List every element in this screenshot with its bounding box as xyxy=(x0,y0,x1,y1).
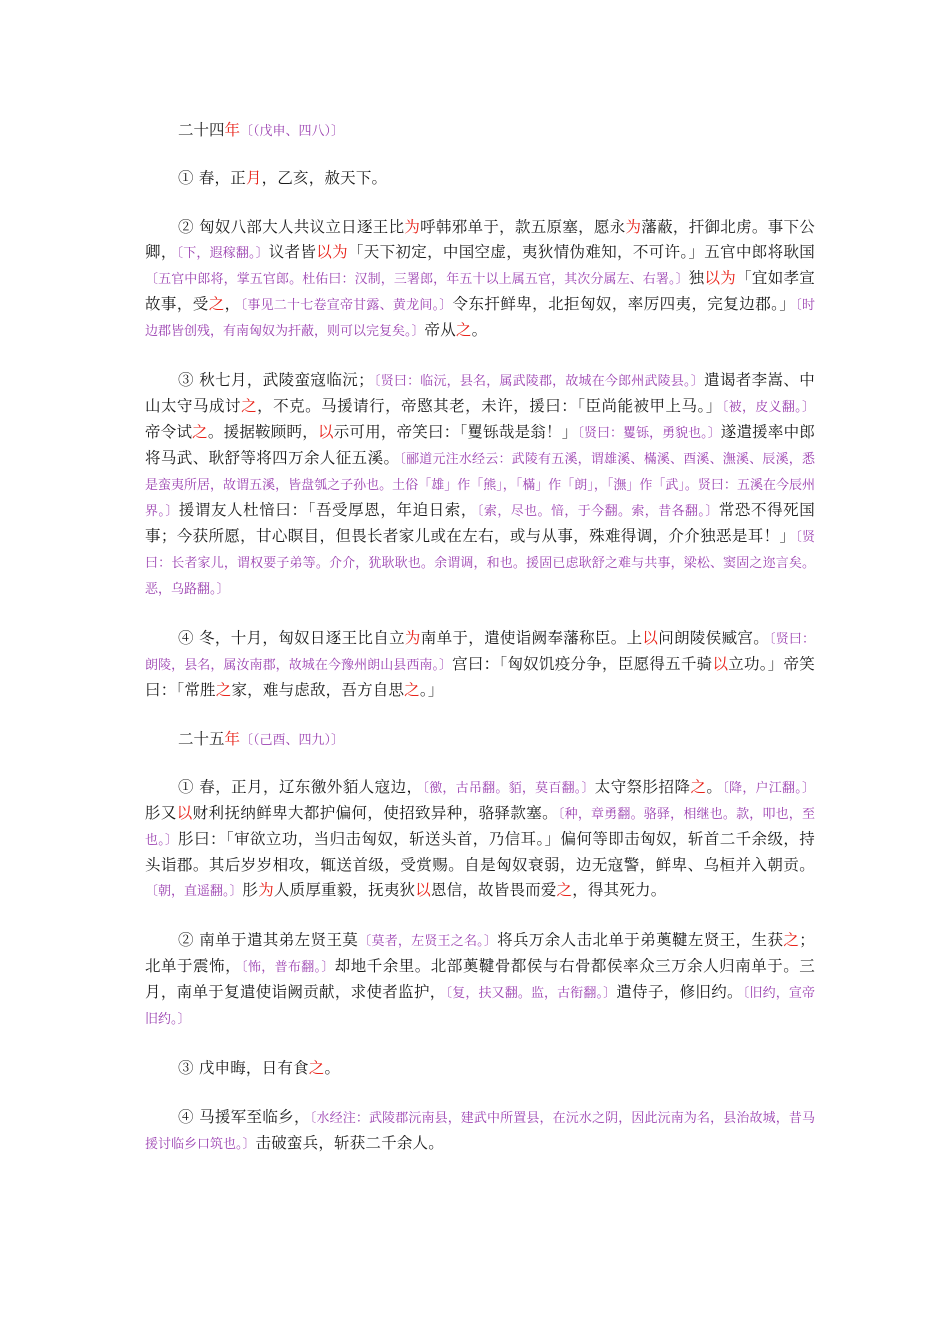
text-segment: 肜 xyxy=(242,881,259,899)
text-segment: 却地千余里。北部薁鞬骨都侯与右骨都侯率众三万余人归南单于。三月，南单于复遣使诣阙贡献，求使者监护， xyxy=(145,957,815,1001)
text-segment: 。 xyxy=(471,321,488,339)
text-segment: 常恐不得死国事；今获所愿，甘心瞑目，但畏长者家儿或在左右，或与从事，殊难得调，介介独恶是耳！」 xyxy=(145,501,815,545)
highlighted-character: 之 xyxy=(215,681,232,699)
year-heading-suffix: 年 xyxy=(224,730,241,748)
annotation-note: 〔降，户江翻。〕 xyxy=(722,781,816,796)
highlighted-character: 为 xyxy=(404,629,421,647)
highlighted-character: 以 xyxy=(176,804,193,822)
entry-paragraph xyxy=(145,775,815,904)
text-segment: 遣侍子，修旧约。 xyxy=(616,983,743,1001)
annotation-note: 〔贤曰：长者家儿，谓权要子弟等。介介，犹耿耿也。余谓调，和也。援固已虑耿舒之难与共事，梁松、窦固之迩言矣。恶，乌路翻。〕 xyxy=(145,530,815,597)
highlighted-character: 之 xyxy=(192,423,208,441)
text-segment: 议者皆 xyxy=(268,243,317,261)
annotation-note: 〔徼，古吊翻。貊，莫百翻。〕 xyxy=(422,781,595,796)
annotation-note: 〔五官中郎将，掌五官郎。杜佑曰：汉制，三署郎，年五十以上属五官，其次分属左、右署。〕 xyxy=(145,272,689,287)
annotation-note: 〔莫者，左贤王之名。〕 xyxy=(358,934,498,949)
text-segment: 示可用，帝笑曰：「矍铄哉是翁！」 xyxy=(333,423,578,441)
text-segment: 「天下初定，中国空虚，夷狄情伪难知，不可许。」五官中郎将耿国 xyxy=(347,243,815,261)
annotation-note: 〔下，遐稼翻。〕 xyxy=(176,246,269,261)
highlighted-character: 以为 xyxy=(704,269,737,287)
highlighted-character: 以为 xyxy=(316,243,348,261)
annotation-note: 〔怖，普布翻。〕 xyxy=(241,960,335,975)
text-segment: 遂遣援率中郎将马武、耿舒等将四万余人征五溪。 xyxy=(145,423,816,467)
annotation-note: 〔贤曰：矍铄，勇貌也。〕 xyxy=(577,426,721,441)
annotation-note: 〔复，扶又翻。监，古衔翻。〕 xyxy=(445,986,617,1001)
text-segment: 将兵万余人击北单于弟薁鞬左贤王，生获 xyxy=(497,931,784,949)
annotation-note: 〔郦道元注水经云：武陵有五溪，谓雄溪、樠溪、酉溪、潕溪、辰溪，悉是蛮夷所居，故谓五溪，皆盘瓠之子孙也。土俗「雄」作「熊」，「樠」作「朗」，「潕」作「武」。贤曰：五溪在今辰州界。〕 xyxy=(145,452,815,519)
text-segment: 遣谒者李嵩、中山太守马成讨 xyxy=(145,371,815,415)
text-segment: 问朗陵侯臧宫。 xyxy=(658,629,770,647)
text-segment: ② 匈奴八部大人共议立日逐王比 xyxy=(178,218,405,236)
annotation-note: 〔旧约，宣帝旧约。〕 xyxy=(145,986,815,1027)
year-heading xyxy=(145,118,815,144)
text-segment: ， xyxy=(224,295,241,313)
highlighted-character: 以 xyxy=(317,423,334,441)
entry-paragraph xyxy=(145,928,815,1032)
text-segment: 财利抚纳鲜卑大都护偏何，使招致异种，骆驿款塞。 xyxy=(192,804,558,822)
text-segment: 家，难与虑敌，吾方自思 xyxy=(231,681,405,699)
text-segment: ① 春，正月，辽东徼外貊人寇边， xyxy=(178,778,423,796)
text-segment: 「宜如孝宣故事，受 xyxy=(145,269,815,313)
highlighted-character: 为 xyxy=(404,218,421,236)
text-segment: 肜曰：「审欲立功，当归击匈奴，斩送头首，乃信耳。」偏何等即击匈奴，斩首二千余级，持头诣郡。其后岁岁相攻，辄送首级，受赏赐。自是匈奴衰弱，边无寇警，鲜卑、乌桓并入朝贡。 xyxy=(145,830,815,874)
text-segment: 帝从 xyxy=(424,321,456,339)
text-segment: 独 xyxy=(688,269,705,287)
year-heading-number: 二十五 xyxy=(178,730,225,748)
year-heading-suffix: 年 xyxy=(224,121,241,139)
text-segment: 南单于，遣使诣阙奉藩称臣。上 xyxy=(420,629,643,647)
highlighted-character: 以 xyxy=(415,881,431,899)
year-heading-note: 〔（己酉、四九）〕 xyxy=(240,733,345,748)
text-segment: 宫曰：「匈奴饥疫分争，臣愿得五千骑 xyxy=(452,655,713,673)
annotation-note: 〔时边郡皆创残，有南匈奴为扞蔽，则可以完复矣。〕 xyxy=(145,298,815,339)
text-segment: ① 春，正 xyxy=(178,169,246,187)
entry-paragraph xyxy=(145,1105,815,1157)
text-segment: 呼韩邪单于，款五原塞，愿永 xyxy=(420,218,626,236)
highlighted-character: 为 xyxy=(625,218,642,236)
entry-paragraph xyxy=(145,626,815,703)
year-heading-number: 二十四 xyxy=(178,121,225,139)
annotation-note: 〔贤曰：朗陵，县名，属汝南郡，故城在今豫州朗山县西南。〕 xyxy=(145,632,815,673)
text-segment: 击破蛮兵，斩获二千余人。 xyxy=(255,1134,444,1152)
annotation-note: 〔贤曰：临沅，县名，属武陵郡，故城在今郎州武陵县。〕 xyxy=(373,374,704,389)
year-heading-note: 〔（戊申、四八）〕 xyxy=(240,124,345,139)
document-page xyxy=(145,118,815,1181)
entry-paragraph xyxy=(145,368,815,602)
entry-paragraph xyxy=(145,215,815,344)
highlighted-character: 之 xyxy=(690,778,707,796)
text-segment: 援谓友人杜愔曰：「吾受厚恩，年迫日索， xyxy=(178,501,478,519)
text-segment: ③ 戊申晦，日有食 xyxy=(178,1059,309,1077)
text-segment: ③ 秋七月，武陵蛮寇临沅； xyxy=(178,371,374,389)
entry-paragraph xyxy=(145,166,815,191)
text-segment: 。 xyxy=(324,1059,341,1077)
highlighted-character: 之 xyxy=(455,321,472,339)
annotation-note: 〔水经注：武陵郡沅南县，建武中所置县，在沅水之阴，因此沅南为名，县治故城，昔马援讨临乡口筑也。〕 xyxy=(145,1111,815,1152)
text-segment: 藩蔽，扞御北虏。事下公卿， xyxy=(145,218,815,261)
text-segment: 令东扞鲜卑，北拒匈奴，率厉四夷，完复边郡。」 xyxy=(452,295,796,313)
text-segment: ，不克。马援请行，帝愍其老，未许，援曰：「臣尚能被甲上马。」 xyxy=(257,397,722,415)
annotation-note: 〔被，皮义翻。〕 xyxy=(721,400,815,415)
highlighted-character: 月 xyxy=(245,169,262,187)
highlighted-character: 为 xyxy=(258,881,274,899)
text-segment: 帝令试 xyxy=(145,423,193,441)
text-segment: 人质厚重毅，抚夷狄 xyxy=(273,881,416,899)
text-segment: ④ 马援军至临乡， xyxy=(178,1108,310,1126)
text-segment: ，乙亥，赦天下。 xyxy=(261,169,388,187)
highlighted-character: 之 xyxy=(241,397,258,415)
entry-paragraph xyxy=(145,1056,815,1081)
text-segment: 立功。」帝笑曰：「常胜 xyxy=(145,655,816,699)
highlighted-character: 之 xyxy=(783,931,800,949)
text-segment: 太守祭肜招降 xyxy=(594,778,691,796)
annotation-note: 〔索，尽也。愔，于今翻。索，昔各翻。〕 xyxy=(477,504,719,519)
text-segment: ；北单于震怖， xyxy=(145,931,815,975)
highlighted-character: 之 xyxy=(208,295,225,313)
highlighted-character: 以 xyxy=(712,655,729,673)
highlighted-character: 之 xyxy=(308,1059,325,1077)
text-segment: ，得其死力。 xyxy=(572,881,667,899)
highlighted-character: 之 xyxy=(556,881,573,899)
annotation-note: 〔种，章勇翻。骆驿，相继也。款，叩也，至也。〕 xyxy=(145,807,815,848)
text-segment: ② 南单于遣其弟左贤王莫 xyxy=(178,931,359,949)
text-segment: ④ 冬，十月，匈奴日逐王比自立 xyxy=(178,629,405,647)
text-segment: 。」 xyxy=(419,681,444,699)
year-heading xyxy=(145,727,815,753)
text-segment: 肜又 xyxy=(145,804,177,822)
text-segment: 。 xyxy=(706,778,723,796)
annotation-note: 〔朝，直遥翻。〕 xyxy=(145,884,243,899)
annotation-note: 〔事见二十七卷宣帝甘露、黄龙间。〕 xyxy=(240,298,453,313)
text-segment: 。援据鞍顾眄， xyxy=(207,423,318,441)
highlighted-character: 之 xyxy=(404,681,420,699)
text-segment: 恩信，故皆畏而爱 xyxy=(430,881,557,899)
highlighted-character: 以 xyxy=(642,629,659,647)
